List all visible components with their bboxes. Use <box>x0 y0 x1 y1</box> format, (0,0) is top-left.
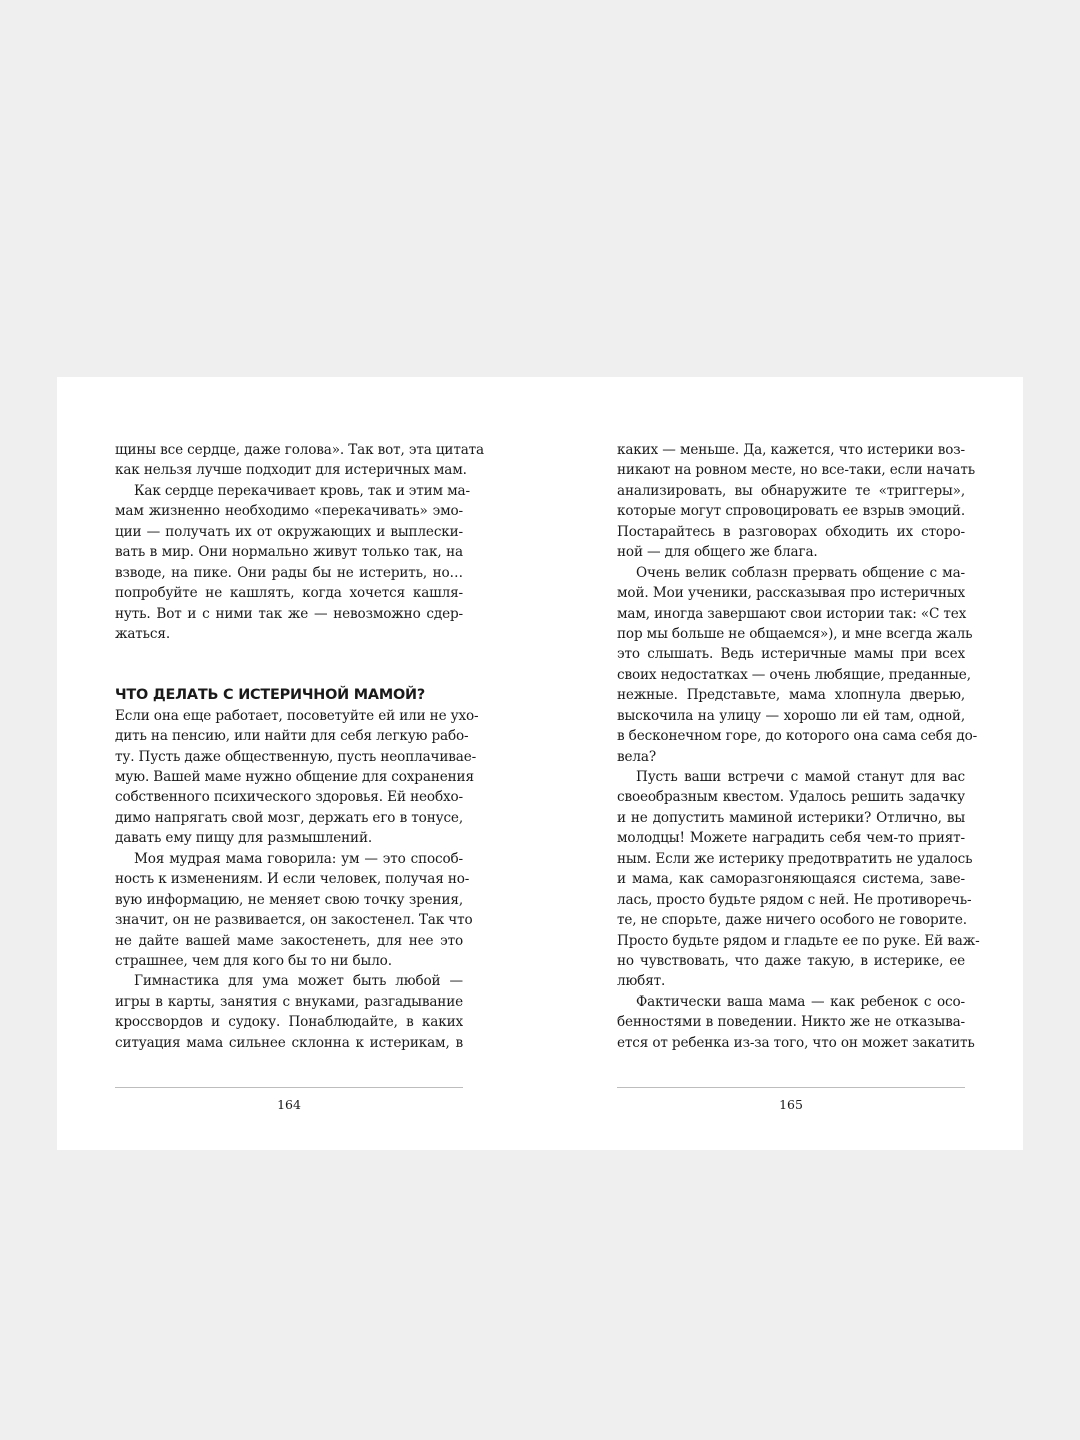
text-line: взводе, на пике. Они рады бы не истерить, но… <box>115 564 463 581</box>
section-heading: ЧТО ДЕЛАТЬ С ИСТЕРИЧНОЙ МАМОЙ? <box>115 687 425 704</box>
text-line: Постарайтесь в разговорах обходить их сторо- <box>617 523 965 540</box>
text-line: собственного психического здоровья. Ей необхо- <box>115 789 463 806</box>
text-line: дить на пенсию, или найти для себя легкую рабо- <box>115 728 469 745</box>
text-line: страшнее, чем для кого бы то ни было. <box>115 952 392 969</box>
text-line: кроссвордов и судоку. Понаблюдайте, в каких <box>115 1014 463 1031</box>
section-gap <box>115 644 463 685</box>
text-line: давать ему пищу для размышлений. <box>115 830 373 847</box>
text-line: вую информацию, не меняет свою точку зрения, <box>115 891 463 908</box>
text-line: ность к изменениям. И если человек, получая но- <box>115 871 470 888</box>
text-line: игры в карты, занятия с внуками, разгадывание <box>115 993 463 1010</box>
text-line: Просто будьте рядом и гладьте ее по руке. Ей важ- <box>617 932 980 949</box>
text-line: Очень велик соблазн прервать общение с ма- <box>636 564 965 581</box>
text-line: как нельзя лучше подходит для истеричных мам. <box>115 462 467 479</box>
text-line: щины все сердце, даже голова». Так вот, эта цитата <box>115 442 484 458</box>
text-line: нежные. Представьте, мама хлопнула дверью, <box>617 687 965 704</box>
text-line: Фактически ваша мама — как ребенок с осо- <box>636 993 965 1010</box>
text-line: ной — для общего же блага. <box>617 544 818 561</box>
footer-rule <box>115 1087 463 1088</box>
text-line: мой. Мои ученики, рассказывая про истеричных <box>617 585 965 602</box>
text-line: выскочила на улицу — хорошо ли ей там, одной, <box>617 707 965 724</box>
text-line: своих недостатках — очень любящие, преданные, <box>617 666 971 683</box>
text-line: пор мы больше не общаемся»), и мне всегда жаль <box>617 625 973 642</box>
page-number: 165 <box>779 1097 803 1112</box>
left-page <box>115 377 484 1150</box>
right-page <box>617 377 980 1150</box>
text-line: но чувствовать, что даже такую, в истерике, ее <box>617 952 965 969</box>
text-line: своеобразным квестом. Удалось решить задачку <box>617 789 965 806</box>
text-line: не дайте вашей маме закостенеть, для нее это <box>115 932 463 949</box>
text-line: ту. Пусть даже общественную, пусть неоплачивае- <box>115 748 477 765</box>
text-line: анализировать, вы обнаружите те «триггеры», <box>617 482 965 499</box>
text-line: ции — получать их от окружающих и выплески- <box>115 523 463 540</box>
text-line: мую. Вашей маме нужно общение для сохранения <box>115 769 474 786</box>
text-line: в бесконечном горе, до которого она сама себя до- <box>617 728 978 745</box>
text-line: ется от ребенка из-за того, что он может закатить <box>617 1034 975 1051</box>
text-line: Как сердце перекачивает кровь, так и этим ма- <box>134 482 470 499</box>
text-line: димо напрягать свой мозг, держать его в тонусе, <box>115 809 463 826</box>
text-line: никают на ровном месте, но все-таки, если начать <box>617 462 975 479</box>
text-line: каких — меньше. Да, кажется, что истерики воз- <box>617 442 965 458</box>
text-line: Пусть ваши встречи с мамой станут для вас <box>636 769 965 785</box>
text-line: вела? <box>617 748 656 765</box>
text-line: и не допустить маминой истерики? Отлично, вы <box>617 809 965 826</box>
text-line: вать в мир. Они нормально живут только так, на <box>115 544 463 561</box>
text-line: Гимнастика для ума может быть любой — <box>134 973 463 990</box>
right-page-text <box>617 440 980 1053</box>
text-line: молодцы! Можете наградить себя чем-то прият- <box>617 830 965 847</box>
text-line: ным. Если же истерику предотвратить не удалось <box>617 850 973 867</box>
text-line: значит, он не развивается, он закостенел. Так что <box>115 912 473 929</box>
text-line: мам, иногда завершают свои истории так: «С тех <box>617 605 967 622</box>
text-line: жаться. <box>115 625 170 642</box>
text-line: мам жизненно необходимо «перекачивать» эмо- <box>115 503 463 520</box>
text-line: Если она еще работает, посоветуйте ей или не ухо- <box>115 707 479 724</box>
text-line: любят. <box>617 973 666 990</box>
left-page-text <box>115 440 484 1053</box>
text-line: которые могут спровоцировать ее взрыв эмоций. <box>617 503 965 520</box>
text-line: бенностями в поведении. Никто же не отказыва- <box>617 1014 965 1031</box>
book-spread <box>57 377 1023 1150</box>
text-line: ситуация мама сильнее склонна к истерикам, в <box>115 1034 463 1051</box>
text-line: нуть. Вот и с ними так же — невозможно сдер- <box>115 605 463 622</box>
text-line: попробуйте не кашлять, когда хочется кашля- <box>115 585 463 602</box>
text-line: Моя мудрая мама говорила: ум — это способ- <box>134 850 463 867</box>
footer-rule <box>617 1087 965 1088</box>
page-number: 164 <box>277 1097 301 1112</box>
text-line: и мама, как саморазгоняющаяся система, заве- <box>617 871 965 888</box>
text-line: лась, просто будьте рядом с ней. Не противоречь- <box>617 891 972 908</box>
text-line: те, не спорьте, даже ничего особого не говорите. <box>617 912 967 929</box>
text-line: это слышать. Ведь истеричные мамы при всех <box>617 646 965 663</box>
